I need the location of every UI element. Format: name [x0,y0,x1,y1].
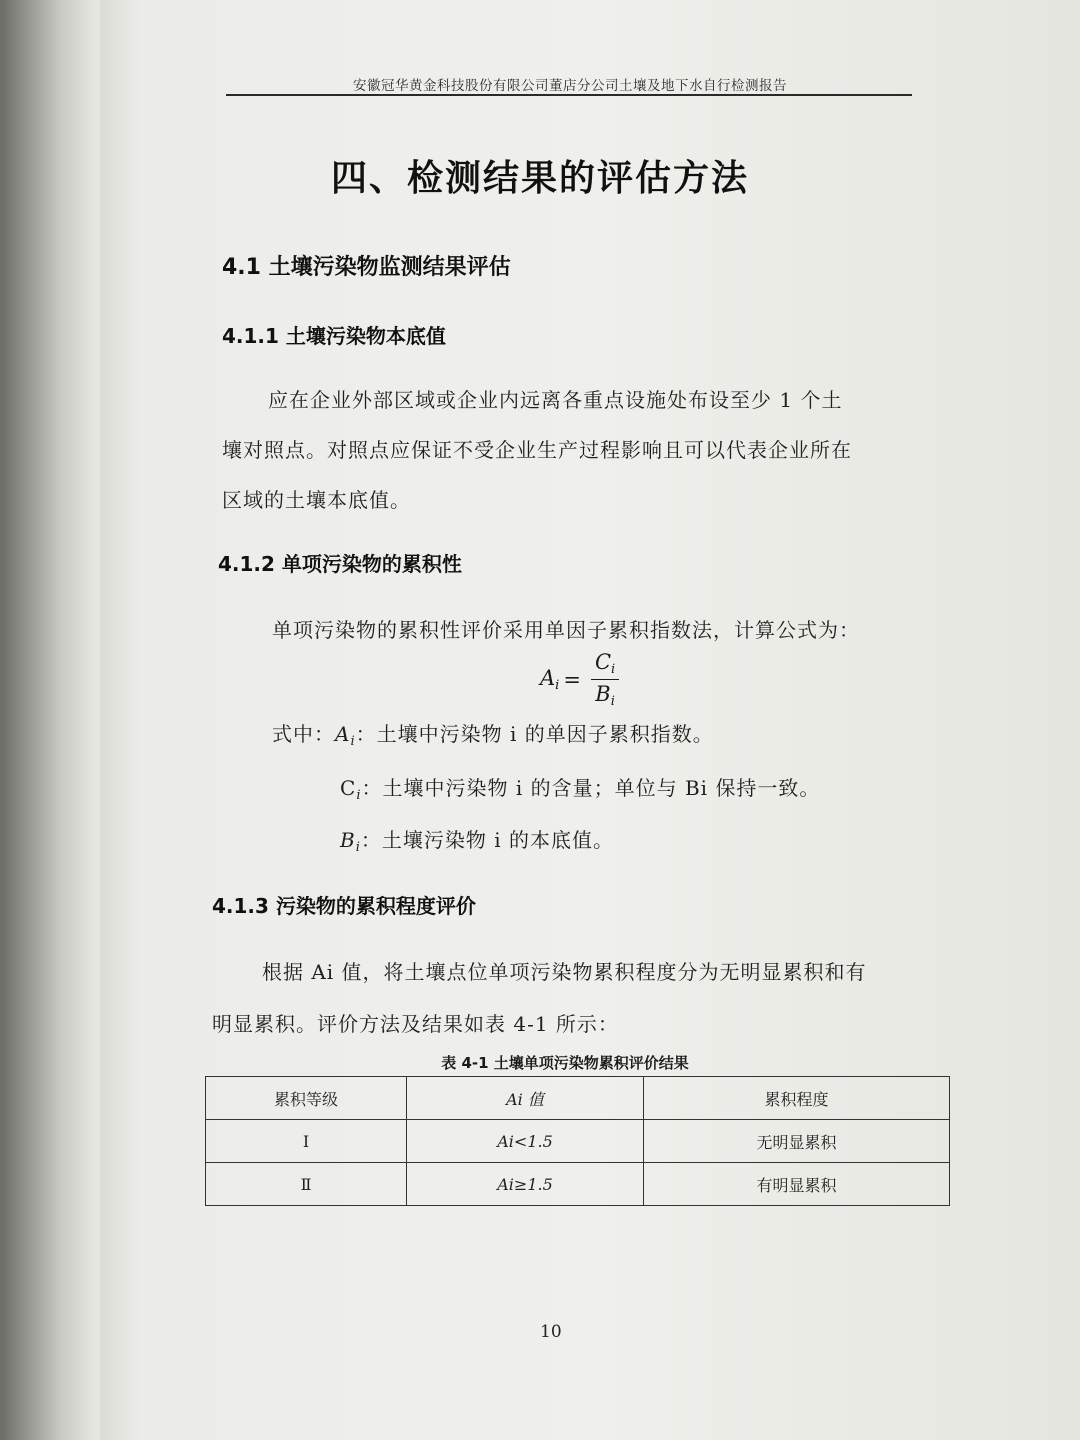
definition-ai: 式中：$A_i$：土壤中污染物 i 的单因子累积指数。 [272,722,714,749]
table-cell: Ⅰ [206,1120,407,1163]
formula-equals: = [563,667,581,692]
table-cell: Ai≥1.5 [407,1163,644,1206]
paragraph-line: 区域的土壤本底值。 [222,488,411,512]
formula-fraction: $\frac{C_i}{B_i}$ [591,650,619,709]
column-header: 累积等级 [206,1077,407,1120]
paragraph-line: 根据 Ai 值，将土壤点位单项污染物累积程度分为无明显累积和有 [262,960,867,984]
table-caption: 表 4-1 土壤单项污染物累积评价结果 [441,1054,689,1072]
table-row [206,1120,950,1163]
header-rule [226,94,912,96]
paragraph-line: 应在企业外部区域或企业内远离各重点设施处布设至少 1 个土 [268,388,843,412]
formula-lhs: $A_i$ [540,666,560,693]
definition-ci: $C_i$：土壤中污染物 i 的含量；单位与 Bi 保持一致。 [340,776,821,803]
accumulation-table [205,1076,950,1206]
section-heading-4-1-2: 4.1.2 单项污染物的累积性 [218,552,462,576]
paragraph-line: 单项污染物的累积性评价采用单因子累积指数法，计算公式为： [272,618,860,642]
column-header: 累积程度 [644,1077,950,1120]
table-row [206,1163,950,1206]
definition-bi: $B_i$：土壤污染物 i 的本底值。 [340,828,614,855]
paragraph-line: 明显累积。评价方法及结果如表 4-1 所示： [212,1012,619,1036]
table-cell: Ai<1.5 [407,1120,644,1163]
accumulation-index-formula [540,650,619,709]
paragraph-line: 壤对照点。对照点应保证不受企业生产过程影响且可以代表企业所在 [222,438,852,462]
chapter-title: 四、检测结果的评估方法 [330,158,749,199]
section-heading-4-1-3: 4.1.3 污染物的累积程度评价 [212,894,476,918]
section-heading-4-1-1: 4.1.1 土壤污染物本底值 [222,324,446,348]
table-cell: 无明显累积 [644,1120,950,1163]
running-header: 安徽冠华黄金科技股份有限公司董店分公司土壤及地下水自行检测报告 [353,78,787,94]
section-heading-4-1: 4.1 土壤污染物监测结果评估 [222,255,511,280]
table-cell: 有明显累积 [644,1163,950,1206]
page-number: 10 [540,1322,562,1342]
table-header-row [206,1077,950,1120]
table-cell: Ⅱ [206,1163,407,1206]
column-header: Ai 值 [407,1077,644,1120]
